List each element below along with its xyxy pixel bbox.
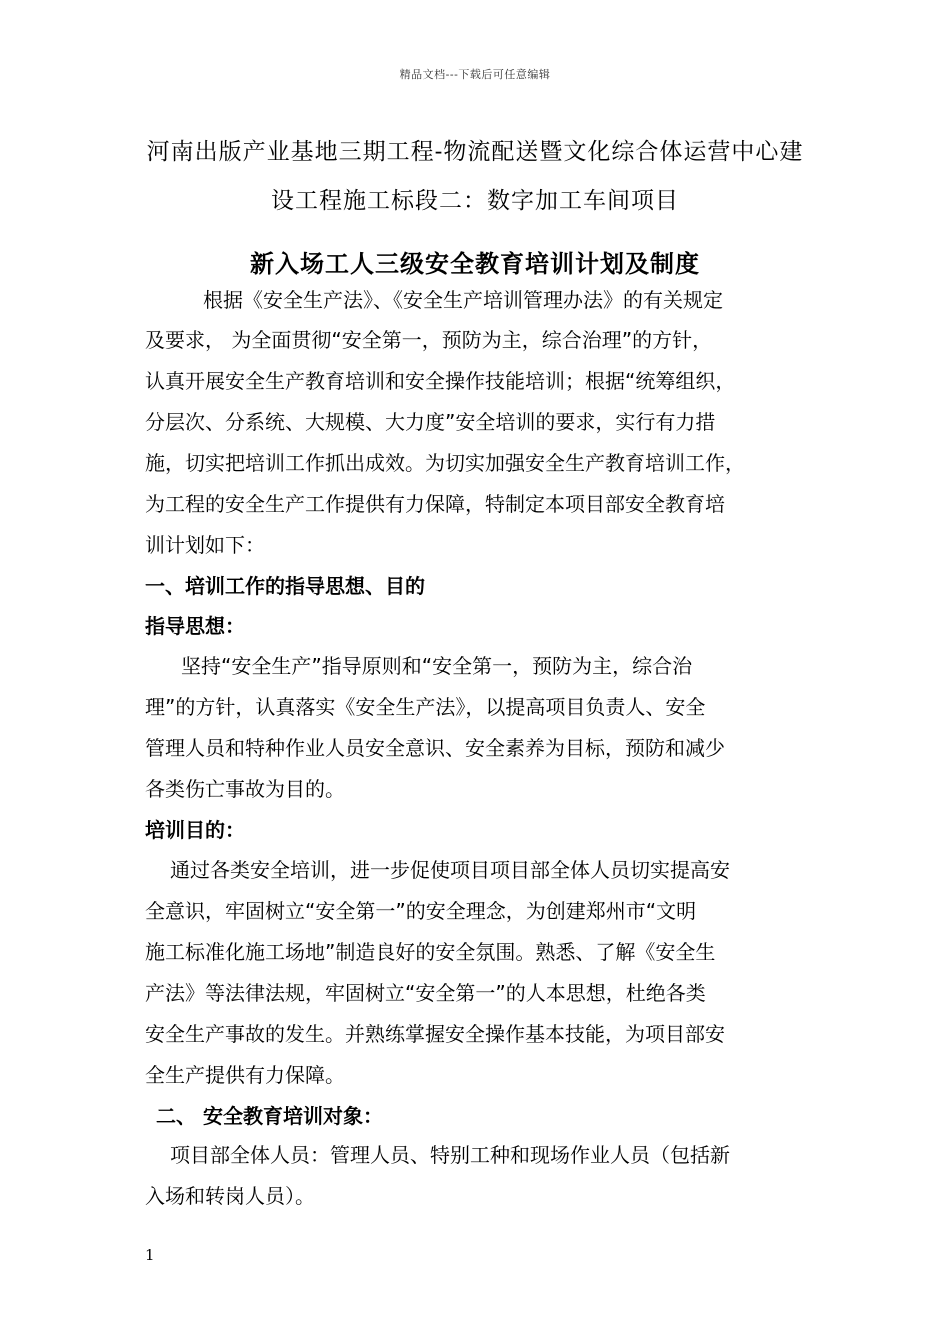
guiding-line: 管理人员和特种作业人员安全意识、安全素养为目标，预防和减少 [145,736,725,760]
guiding-line: 理”的方针，认真落实《安全生产法》，以提高项目负责人、安全 [145,695,706,719]
intro-line: 为工程的安全生产工作提供有力保障，特制定本项目部安全教育培 [145,492,725,516]
purpose-line: 产法》等法律法规，牢固树立“安全第一”的人本思想，杜绝各类 [145,981,706,1005]
intro-line: 根据《安全生产法》、《安全生产培训管理办法》的有关规定 [203,288,723,312]
document-title: 新入场工人三级安全教育培训计划及制度 [250,250,700,278]
section-heading-training-targets: 二、 安全教育培训对象： [156,1104,383,1128]
project-title-line-1: 河南出版产业基地三期工程-物流配送暨文化综合体运营中心建 [146,139,804,165]
project-title-line-2: 设工程施工标段二：数字加工车间项目 [271,188,679,214]
intro-line: 及要求， 为全面贯彻“安全第一，预防为主，综合治理”的方针， [145,328,713,352]
page-number: 1 [145,1246,155,1264]
subheading-guiding-thought: 指导思想： [145,614,245,638]
intro-line: 训计划如下： [145,533,265,557]
purpose-line: 全生产提供有力保障。 [145,1063,345,1087]
subheading-training-purpose: 培训目的： [145,818,245,842]
targets-line: 入场和转岗人员）。 [145,1184,315,1208]
guiding-line: 各类伤亡事故为目的。 [145,777,345,801]
targets-line: 项目部全体人员：管理人员、特别工种和现场作业人员（包括新 [170,1143,730,1167]
purpose-line: 安全生产事故的发生。并熟练掌握安全操作基本技能，为项目部安 [145,1022,725,1046]
intro-line: 分层次、分系统、大规模、大力度”安全培训的要求，实行有力措 [145,410,716,434]
intro-line: 认真开展安全生产教育培训和安全操作技能培训；根据“统筹组织， [145,369,736,393]
purpose-line: 施工标准化施工场地”制造良好的安全氛围。熟悉、了解《安全生 [145,940,716,964]
purpose-line: 全意识，牢固树立“安全第一”的安全理念，为创建郑州市“文明 [145,899,697,923]
purpose-line: 通过各类安全培训，进一步促使项目项目部全体人员切实提高安 [170,858,730,882]
page-header-note: 精品文档---下载后可任意编辑 [399,68,551,81]
section-heading-guiding-principles: 一、培训工作的指导思想、目的 [145,574,425,598]
intro-line: 施，切实把培训工作抓出成效。为切实加强安全生产教育培训工作， [145,451,745,475]
guiding-line: 坚持“安全生产”指导原则和“安全第一，预防为主，综合治 [181,654,693,678]
